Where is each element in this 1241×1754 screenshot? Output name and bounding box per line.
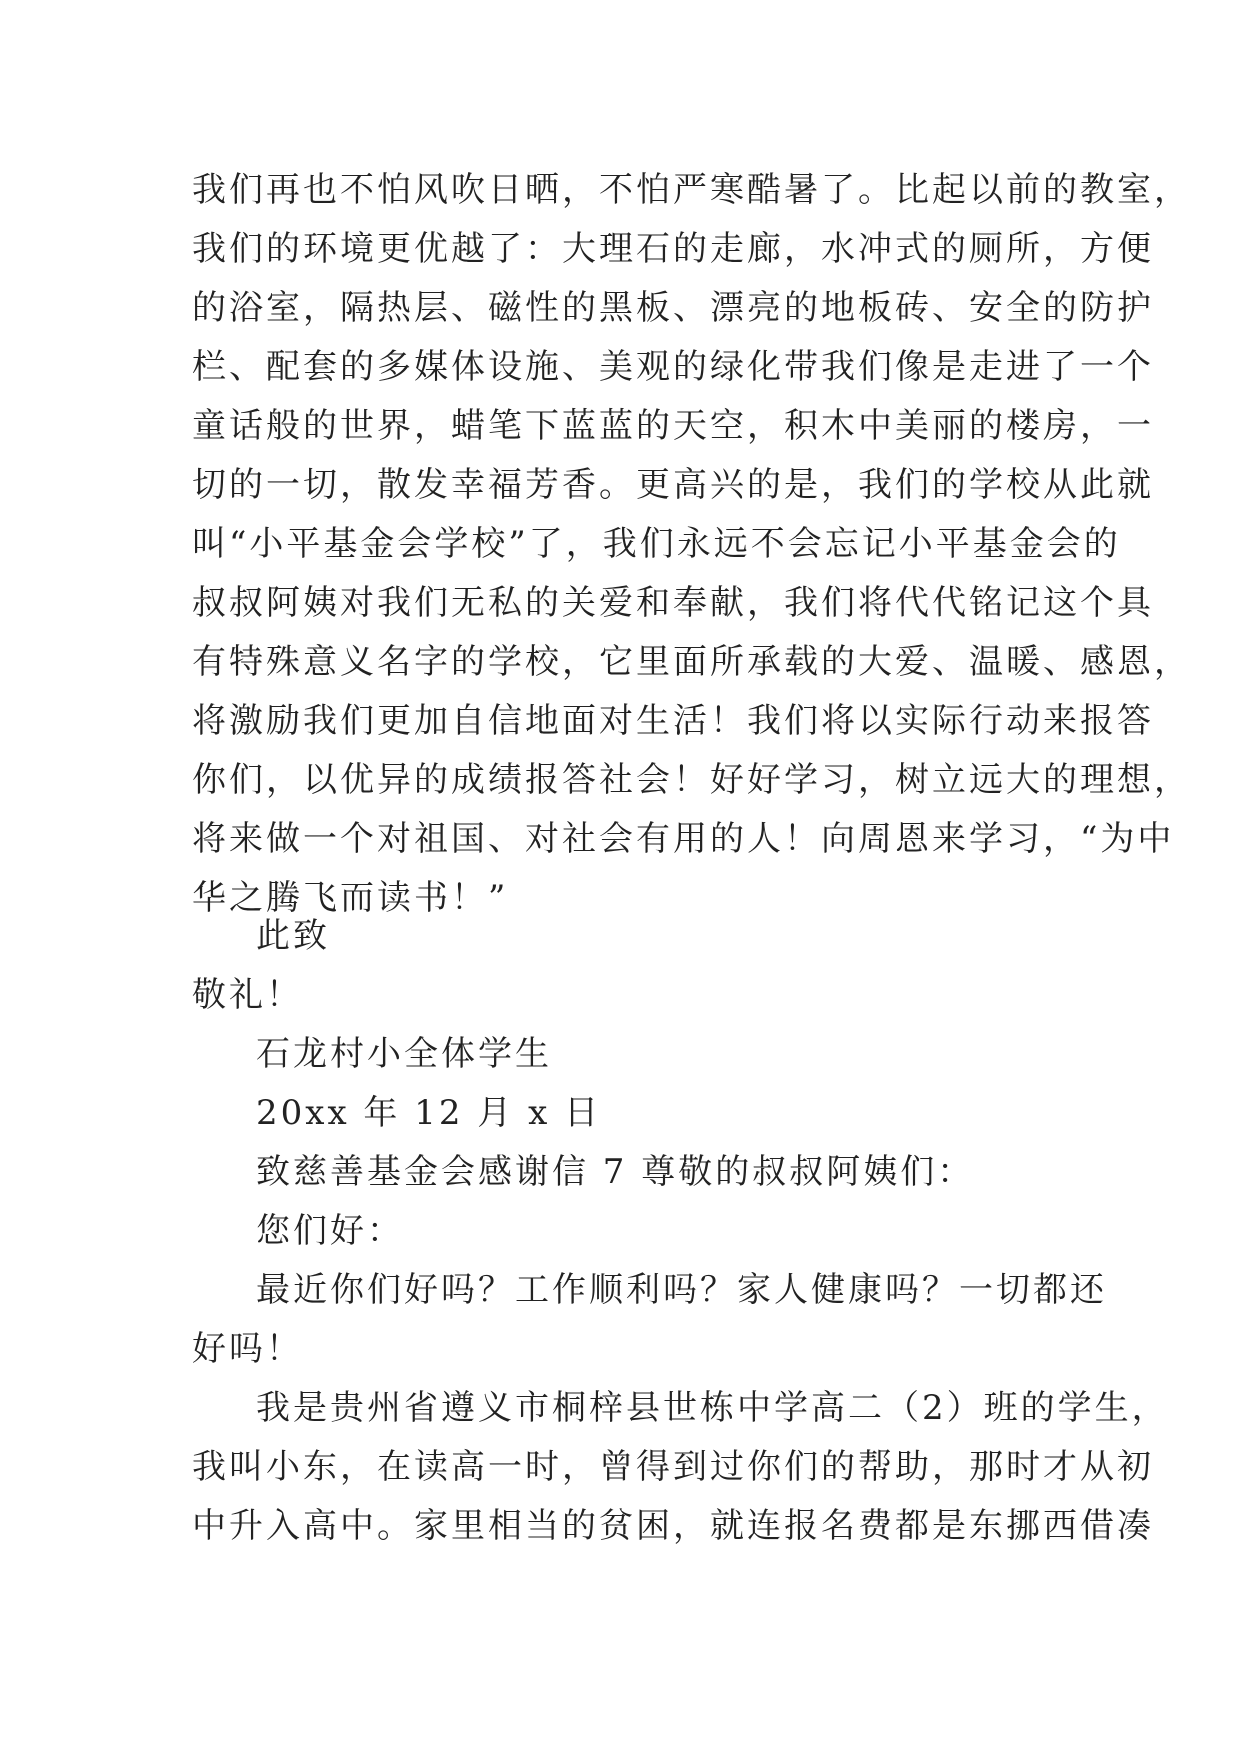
greeting: 您们好： — [256, 1211, 404, 1251]
paragraph-line: 将来做一个对祖国、对社会有用的人！向周恩来学习，“为中 — [192, 819, 1175, 859]
paragraph-line: 的浴室，隔热层、磁性的黑板、漂亮的地板砖、安全的防护 — [192, 288, 1154, 328]
paragraph-line: 童话般的世界，蜡笔下蓝蓝的天空，积木中美丽的楼房，一 — [192, 406, 1154, 446]
paragraph-line: 中升入高中。家里相当的贫困，就连报名费都是东挪西借凑 — [192, 1506, 1154, 1546]
letter-date: 20xx 年 12 月 x 日 — [256, 1093, 602, 1133]
letter-closing-section — [192, 907, 1169, 1556]
paragraph-line: 好吗！ — [192, 1329, 303, 1369]
closing-jingli: 敬礼！ — [192, 975, 303, 1015]
paragraph-line: 叫“小平基金会学校”了，我们永远不会忘记小平基金会的 — [192, 524, 1121, 564]
paragraph-line: 我是贵州省遵义市桐梓县世栋中学高二（2）班的学生， — [256, 1388, 1169, 1428]
paragraph-line: 我们的环境更优越了：大理石的走廊，水冲式的厕所，方便 — [192, 229, 1154, 269]
paragraph-line: 切的一切，散发幸福芳香。更高兴的是，我们的学校从此就 — [192, 465, 1154, 505]
paragraph-line: 华之腾飞而读书！” — [192, 878, 509, 918]
paragraph-line: 我叫小东，在读高一时，曾得到过你们的帮助，那时才从初 — [192, 1447, 1154, 1487]
paragraph-line: 将激励我们更加自信地面对生活！我们将以实际行动来报答 — [192, 701, 1154, 741]
paragraph-line: 栏、配套的多媒体设施、美观的绿化带我们像是走进了一个 — [192, 347, 1154, 387]
signature: 石龙村小全体学生 — [256, 1034, 552, 1074]
letter-title: 致慈善基金会感谢信 7 尊敬的叔叔阿姨们： — [256, 1152, 975, 1192]
paragraph-line: 你们，以优异的成绩报答社会！好好学习，树立远大的理想， — [192, 760, 1191, 800]
closing-cizhi: 此致 — [256, 916, 330, 956]
paragraph-line: 最近你们好吗？工作顺利吗？家人健康吗？一切都还 — [256, 1270, 1107, 1310]
paragraph-line: 有特殊意义名字的学校，它里面所承载的大爱、温暖、感恩， — [192, 642, 1191, 682]
paragraph-line: 我们再也不怕风吹日晒，不怕严寒酷暑了。比起以前的教室， — [192, 170, 1191, 210]
paragraph-line: 叔叔阿姨对我们无私的关爱和奉献，我们将代代铭记这个具 — [192, 583, 1154, 623]
letter-paragraph-body — [192, 161, 1191, 928]
